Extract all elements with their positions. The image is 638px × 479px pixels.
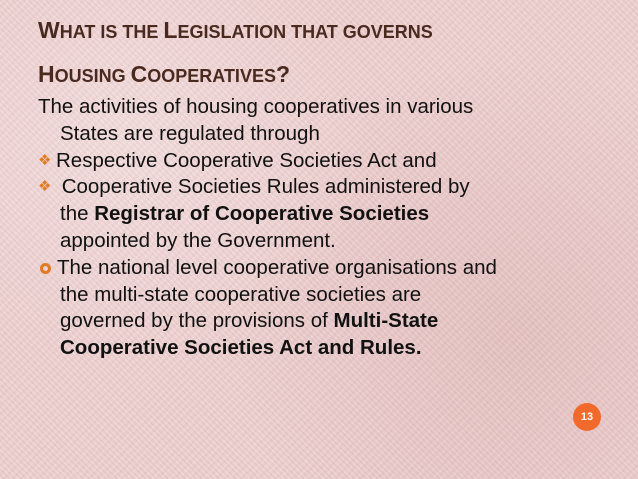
act-bold-text: Multi-State <box>333 309 439 333</box>
bullet-text-line <box>38 308 608 335</box>
slide-body <box>38 94 608 362</box>
bullet-text-line: appointed by the Government. <box>60 228 336 252</box>
bullet-item <box>38 255 608 362</box>
bullet-text-line: the multi-state cooperative societies are <box>60 282 422 306</box>
registrar-bold-text: Registrar of Cooperative Societies <box>94 202 430 226</box>
intro-paragraph <box>38 94 608 148</box>
ring-bullet-icon <box>40 263 51 274</box>
title-question-mark: ? <box>275 61 291 87</box>
title-rest: EGISLATION THAT GOVERNS <box>177 22 433 42</box>
bullet-text: governed by the provisions of <box>60 309 334 333</box>
slide-title <box>38 10 598 98</box>
bullet-text: The national level cooperative organisations and <box>57 255 497 279</box>
bullet-text-line <box>38 201 608 228</box>
bullet-text: the <box>60 202 95 226</box>
intro-line: The activities of housing cooperatives in various <box>38 95 474 118</box>
title-rest: HAT IS THE <box>59 22 164 42</box>
bullet-item <box>38 174 608 254</box>
title-cap: H <box>38 61 55 87</box>
title-line-1 <box>38 10 598 54</box>
title-cap: C <box>130 61 148 87</box>
intro-line: States are regulated through <box>60 121 320 145</box>
title-cap: L <box>163 17 178 43</box>
diamond-bullet-icon: ❖ <box>38 151 52 169</box>
page-number-badge: 13 <box>573 403 601 431</box>
diamond-bullet-icon: ❖ <box>38 178 52 196</box>
act-bold-text: Cooperative Societies Act and Rules. <box>60 336 422 360</box>
title-line-2 <box>38 54 598 98</box>
title-cap: W <box>38 17 60 43</box>
title-rest: OUSING <box>54 66 131 86</box>
bullet-text: Cooperative Societies Rules administered by <box>56 175 470 199</box>
bullet-item <box>38 148 608 175</box>
title-rest: OOPERATIVES <box>147 66 276 86</box>
bullet-text: Respective Cooperative Societies Act and <box>56 148 437 172</box>
